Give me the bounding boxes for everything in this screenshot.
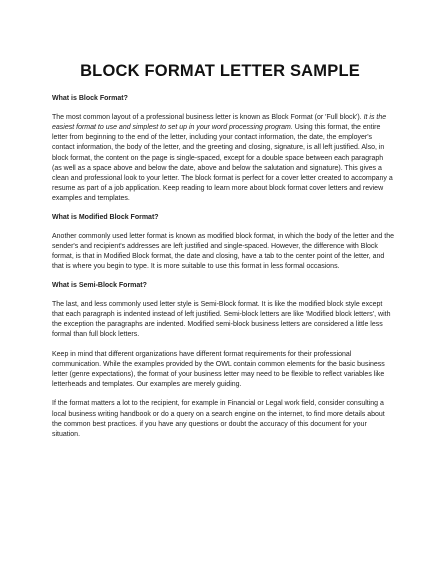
paragraph-organizations — [52, 350, 394, 391]
document-body — [52, 94, 394, 449]
paragraph-semi-block-format — [52, 300, 394, 341]
paragraph-recipient-format — [52, 399, 394, 440]
paragraph-block-format — [52, 113, 394, 205]
paragraph-text: The most common layout of a professional business letter is known as Block Format (or 'Full block'). — [52, 113, 364, 121]
paragraph-text: Another commonly used letter format is known as modified block format, in which the body of the letter and the sender's and recipient's addresses are left justified and single-spaced. However, the difference with Block format, is that in Modified Block format, the date and closing, have a tab to the center point of the letter, and that is where you begin to type. It is more suitable to use this format in less formal occasions. — [52, 232, 395, 271]
section-heading-modified-block-format: What is Modified Block Format? — [52, 214, 159, 222]
section-heading-semi-block-format: What is Semi-Block Format? — [52, 282, 147, 290]
paragraph-modified-block-format — [52, 232, 394, 273]
document-title: BLOCK FORMAT LETTER SAMPLE — [80, 62, 360, 80]
paragraph-text: Keep in mind that different organizations have different format requirements for their professional communication. While the examples provided by the OWL contain common elements for the basic business letter (genre expectations), the format of your business letter may need to be flexible to reflect variables like letterheads and templates. Our examples are merely guiding. — [52, 350, 385, 389]
section-heading-block-format: What is Block Format? — [52, 95, 128, 102]
paragraph-text: If the format matters a lot to the recipient, for example in Financial or Legal work field, consider consulting a local business writing handbook or do a query on a search engine on the internet, to find more details about the common best practices. if you have any questions or doubt the accuracy of this document for your situation. — [52, 400, 385, 438]
paragraph-text: The last, and less commonly used letter style is Semi-Block format. It is like the modified block style except that each paragraph is indented instead of left justified. Semi-block letters are like 'Modified block letters', with the exception the paragraphs are indented. Modified semi-block business letters are considered a little less formal than full block letters. — [52, 300, 391, 339]
paragraph-emphasis: It is the easiest format to use and simplest to set up in your word processing program. — [52, 113, 387, 131]
paragraph-text: Using this format, the entire letter from beginning to the end of the letter, including your contact information, the date, the employer's contact information, the body of the letter, and the greeting and closing, signature, is all left justified. Also, in block format, the content on the page is single-spaced, except for a double space between each paragraph (as well as a space above and below the date, above and below the salutation and signature). This gives a clean and professional look to your letter. The block format is perfect for a cover letter created to accompany a resume as part of a job application. Keep reading to learn more about block format cover letters and review examples and templates. — [52, 123, 393, 203]
